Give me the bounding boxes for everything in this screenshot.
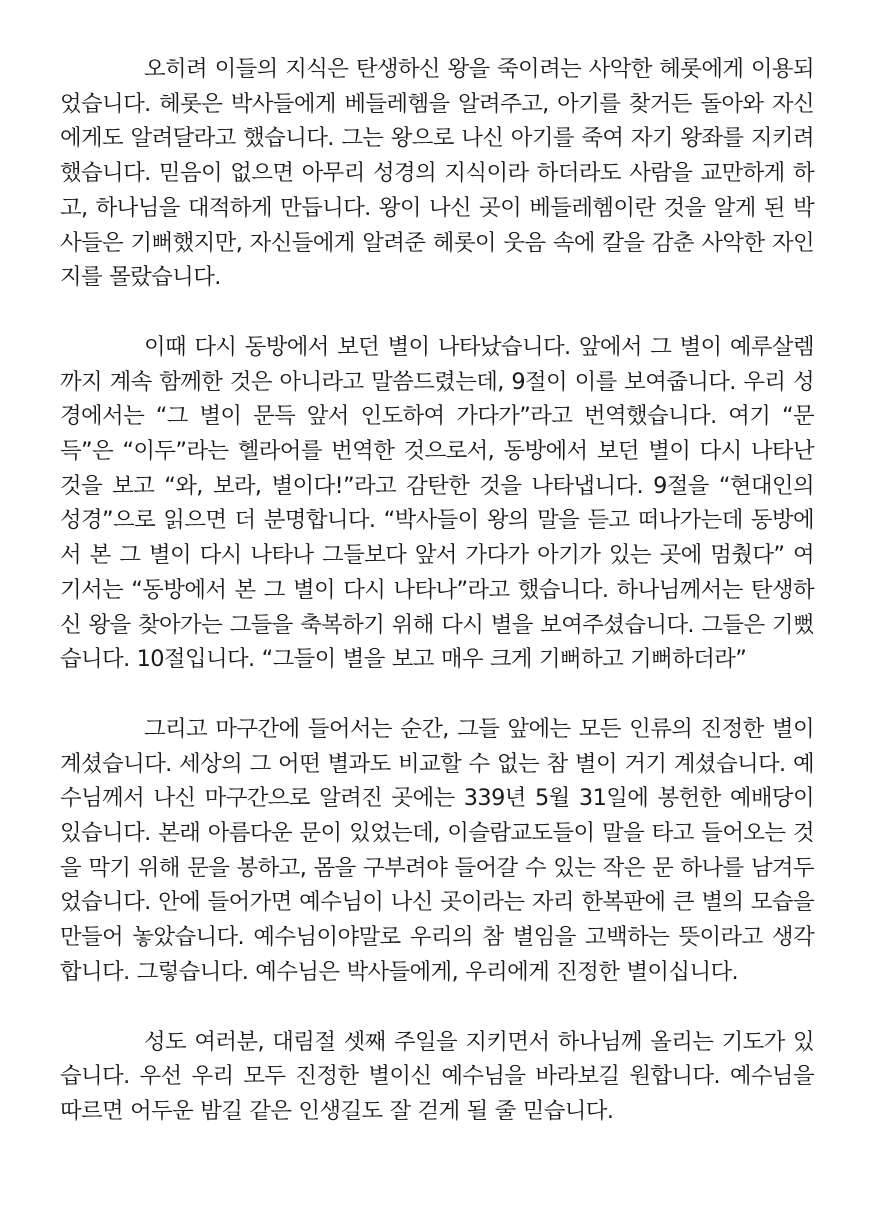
paragraph-star-reappears: 이때 다시 동방에서 보던 별이 나타났습니다. 앞에서 그 별이 예루살렘까지 계속 함께한 것은 아니라고 말씀드렸는데, 9절이 이를 보여줍니다. 우리 성경에서는 “그 별이 문득 앞서 인도하여 가다가”라고 번역했습니다. 여기 “문득”은 “이두”라는 헬라어를 번역한 것으로서, 동방에서 보던 별이 다시 나타난 것을 보고 “와, 보라, 별이다!”라고 감탄한 것을 나타냅니다. 9절을 “현대인의 성경”으로 읽으면 더 분명합니다. “박사들이 왕의 말을 듣고 떠나가는데 동방에서 본 그 별이 다시 나타나 그들보다 앞서 가다가 아기가 있는 곳에 멈췄다” 여기서는 “동방에서 본 그 별이 다시 나타나”라고 했습니다. 하나님께서는 탄생하신 왕을 찾아가는 그들을 축복하기 위해 다시 별을 보여주셨습니다. 그들은 기뻤습니다. 10절입니다. “그들이 별을 보고 매우 크게 기뻐하고 기뻐하더라” <box>60 333 814 673</box>
paragraph-true-star: 그리고 마구간에 들어서는 순간, 그들 앞에는 모든 인류의 진정한 별이 계셨습니다. 세상의 그 어떤 별과도 비교할 수 없는 참 별이 거기 계셨습니다. 예수님께서 나신 마구간으로 알려진 곳에는 339년 5월 31일에 봉헌한 예배당이 있습니다. 본래 아름다운 문이 있었는데, 이슬람교도들이 말을 타고 들어오는 것을 막기 위해 문을 봉하고, 몸을 구부려야 들어갈 수 있는 작은 문 하나를 남겨두었습니다. 안에 들어가면 예수님이 나신 곳이라는 자리 한복판에 큰 별의 모습을 만들어 놓았습니다. 예수님이야말로 우리의 참 별임을 고백하는 뜻이라고 생각합니다. 그렇습니다. 예수님은 박사들에게, 우리에게 진정한 별이십니다. <box>60 715 814 985</box>
paragraph-prayer: 성도 여러분, 대림절 셋째 주일을 지키면서 하나님께 올리는 기도가 있습니다. 우선 우리 모두 진정한 별이신 예수님을 바라보길 원합니다. 예수님을 따르면 어두운 밤길 같은 인생길도 잘 걷게 될 줄 믿습니다. <box>60 1028 814 1124</box>
paragraph-herod: 오히려 이들의 지식은 탄생하신 왕을 죽이려는 사악한 헤롯에게 이용되었습니다. 헤롯은 박사들에게 베들레헴을 알려주고, 아기를 찾거든 돌아와 자신에게도 알려달라고 했습니다. 그는 왕으로 나신 아기를 죽여 자기 왕좌를 지키려 했습니다. 믿음이 없으면 아무리 성경의 지식이라 하더라도 사람을 교만하게 하고, 하나님을 대적하게 만듭니다. 왕이 나신 곳이 베들레헴이란 것을 알게 된 박사들은 기뻐했지만, 자신들에게 알려준 헤롯이 웃음 속에 칼을 감춘 사악한 자인지를 몰랐습니다. <box>60 56 814 291</box>
document-body <box>60 52 814 1129</box>
